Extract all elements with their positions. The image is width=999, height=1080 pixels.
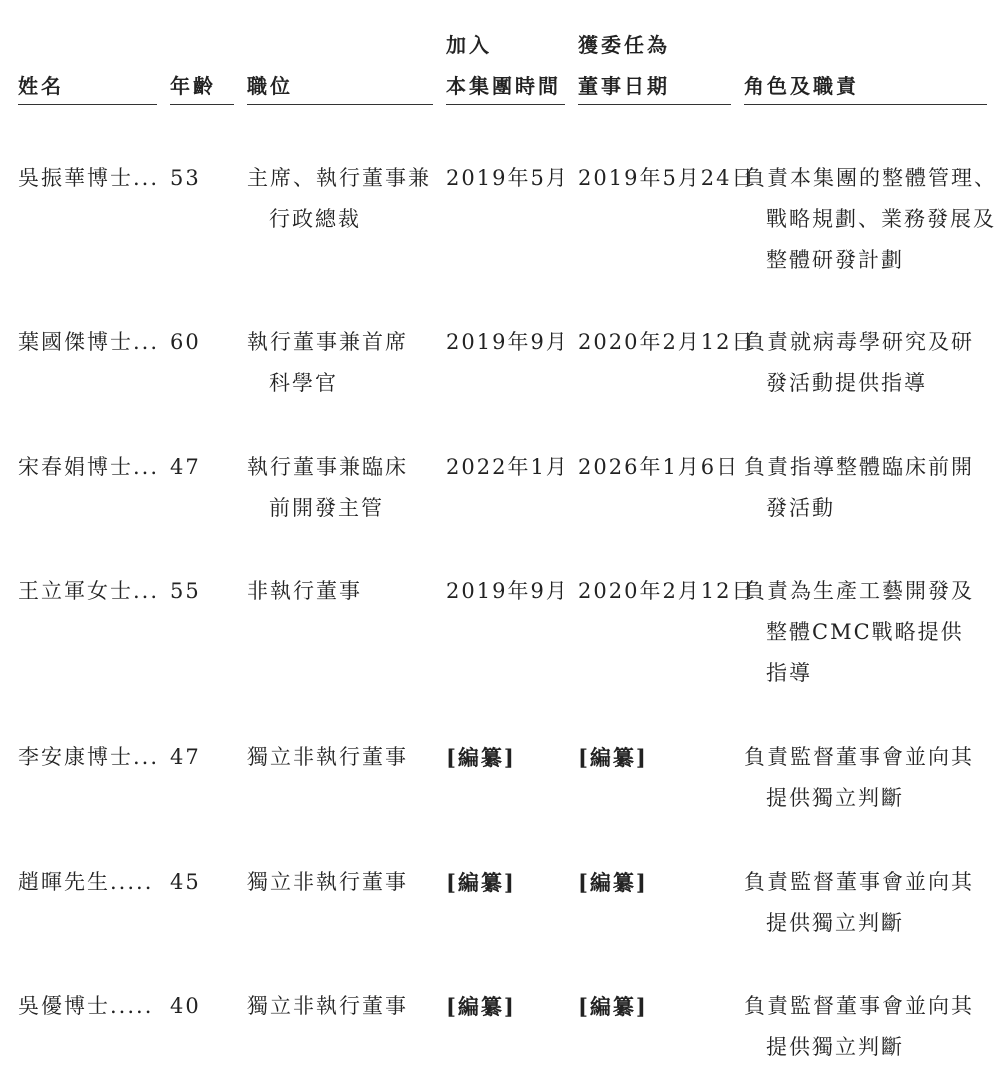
role-line: 發活動提供指導 — [766, 371, 927, 395]
table-row-position — [247, 737, 408, 778]
table-row-appointed: 2020年2月12日 — [578, 330, 755, 354]
role-line: 整體CMC戰略提供 — [766, 620, 964, 644]
table-row-age: 45 — [170, 870, 201, 894]
position-line: 前開發主管 — [269, 496, 384, 520]
table-row-appointed: [編纂] — [578, 745, 648, 770]
role-line: 提供獨立判斷 — [766, 786, 904, 810]
role-line: 負責本集團的整體管理、 — [744, 166, 997, 190]
header-appoint-line2: 董事日期 — [578, 74, 670, 98]
position-line: 行政總裁 — [269, 207, 361, 231]
table-row-name: 葉國傑博士... — [18, 330, 160, 354]
header-role: 角色及職責 — [744, 74, 859, 98]
header-appoint-line1: 獲委任為 — [578, 33, 670, 57]
header-underline-position — [247, 104, 433, 105]
role-line: 提供獨立判斷 — [766, 1035, 904, 1059]
role-line: 負責監督董事會並向其 — [744, 745, 974, 769]
role-line: 負責為生產工藝開發及 — [744, 579, 974, 603]
header-join-line1: 加入 — [446, 33, 492, 57]
table-row-name: 宋春娟博士... — [18, 455, 160, 479]
header-name: 姓名 — [18, 74, 64, 98]
table-row-name: 趙暉先生..... — [18, 870, 154, 894]
position-line: 科學官 — [269, 371, 338, 395]
position-line: 獨立非執行董事 — [247, 994, 408, 1018]
table-row-position — [247, 447, 408, 529]
header-age: 年齡 — [170, 74, 216, 98]
table-row-age: 47 — [170, 745, 201, 769]
header-underline-join — [446, 104, 565, 105]
table-row-name: 王立軍女士... — [18, 579, 160, 603]
table-row-position — [247, 571, 362, 612]
table-row-role — [744, 447, 974, 529]
table-row-joined: 2022年1月 — [446, 455, 569, 479]
table-row-appointed: [編纂] — [578, 994, 648, 1019]
role-line: 負責監督董事會並向其 — [744, 870, 974, 894]
role-line: 發活動 — [766, 496, 835, 520]
position-line: 執行董事兼臨床 — [247, 455, 408, 479]
position-line: 主席、執行董事兼 — [247, 166, 431, 190]
table-row-joined: 2019年9月 — [446, 579, 569, 603]
table-row-age: 60 — [170, 330, 201, 354]
table-row-role — [744, 862, 974, 944]
header-position: 職位 — [247, 74, 293, 98]
table-row-role — [744, 158, 997, 281]
role-line: 整體研發計劃 — [766, 248, 904, 272]
table-row-position — [247, 322, 408, 404]
header-underline-role — [744, 104, 987, 105]
table-row-name: 吳振華博士... — [18, 166, 160, 190]
header-underline-name — [18, 104, 157, 105]
table-row-age: 47 — [170, 455, 201, 479]
table-row-appointed: 2020年2月12日 — [578, 579, 755, 603]
table-row-position — [247, 158, 431, 240]
table-row-joined: 2019年9月 — [446, 330, 569, 354]
header-underline-age — [170, 104, 234, 105]
table-row-appointed: 2026年1月6日 — [578, 455, 740, 479]
role-line: 提供獨立判斷 — [766, 911, 904, 935]
table-row-joined: 2019年5月 — [446, 166, 569, 190]
header-join-line2: 本集團時間 — [446, 74, 561, 98]
table-row-name: 吳優博士..... — [18, 994, 154, 1018]
table-row-role — [744, 737, 974, 819]
position-line: 獨立非執行董事 — [247, 870, 408, 894]
table-row-joined: [編纂] — [446, 870, 516, 895]
table-row-appointed: 2019年5月24日 — [578, 166, 755, 190]
table-row-age: 53 — [170, 166, 201, 190]
role-line: 負責監督董事會並向其 — [744, 994, 974, 1018]
table-row-role — [744, 322, 974, 404]
table-row-age: 55 — [170, 579, 201, 603]
table-row-name: 李安康博士... — [18, 745, 160, 769]
table-row-position — [247, 986, 408, 1027]
table-row-role — [744, 986, 974, 1068]
table-row-appointed: [編纂] — [578, 870, 648, 895]
position-line: 執行董事兼首席 — [247, 330, 408, 354]
role-line: 負責指導整體臨床前開 — [744, 455, 974, 479]
role-line: 負責就病毒學研究及研 — [744, 330, 974, 354]
position-line: 非執行董事 — [247, 579, 362, 603]
table-row-age: 40 — [170, 994, 201, 1018]
role-line: 戰略規劃、業務發展及 — [766, 207, 996, 231]
header-underline-appoint — [578, 104, 731, 105]
table-row-joined: [編纂] — [446, 994, 516, 1019]
table-row-role — [744, 571, 974, 694]
table-row-joined: [編纂] — [446, 745, 516, 770]
position-line: 獨立非執行董事 — [247, 745, 408, 769]
table-row-position — [247, 862, 408, 903]
role-line: 指導 — [766, 661, 812, 685]
